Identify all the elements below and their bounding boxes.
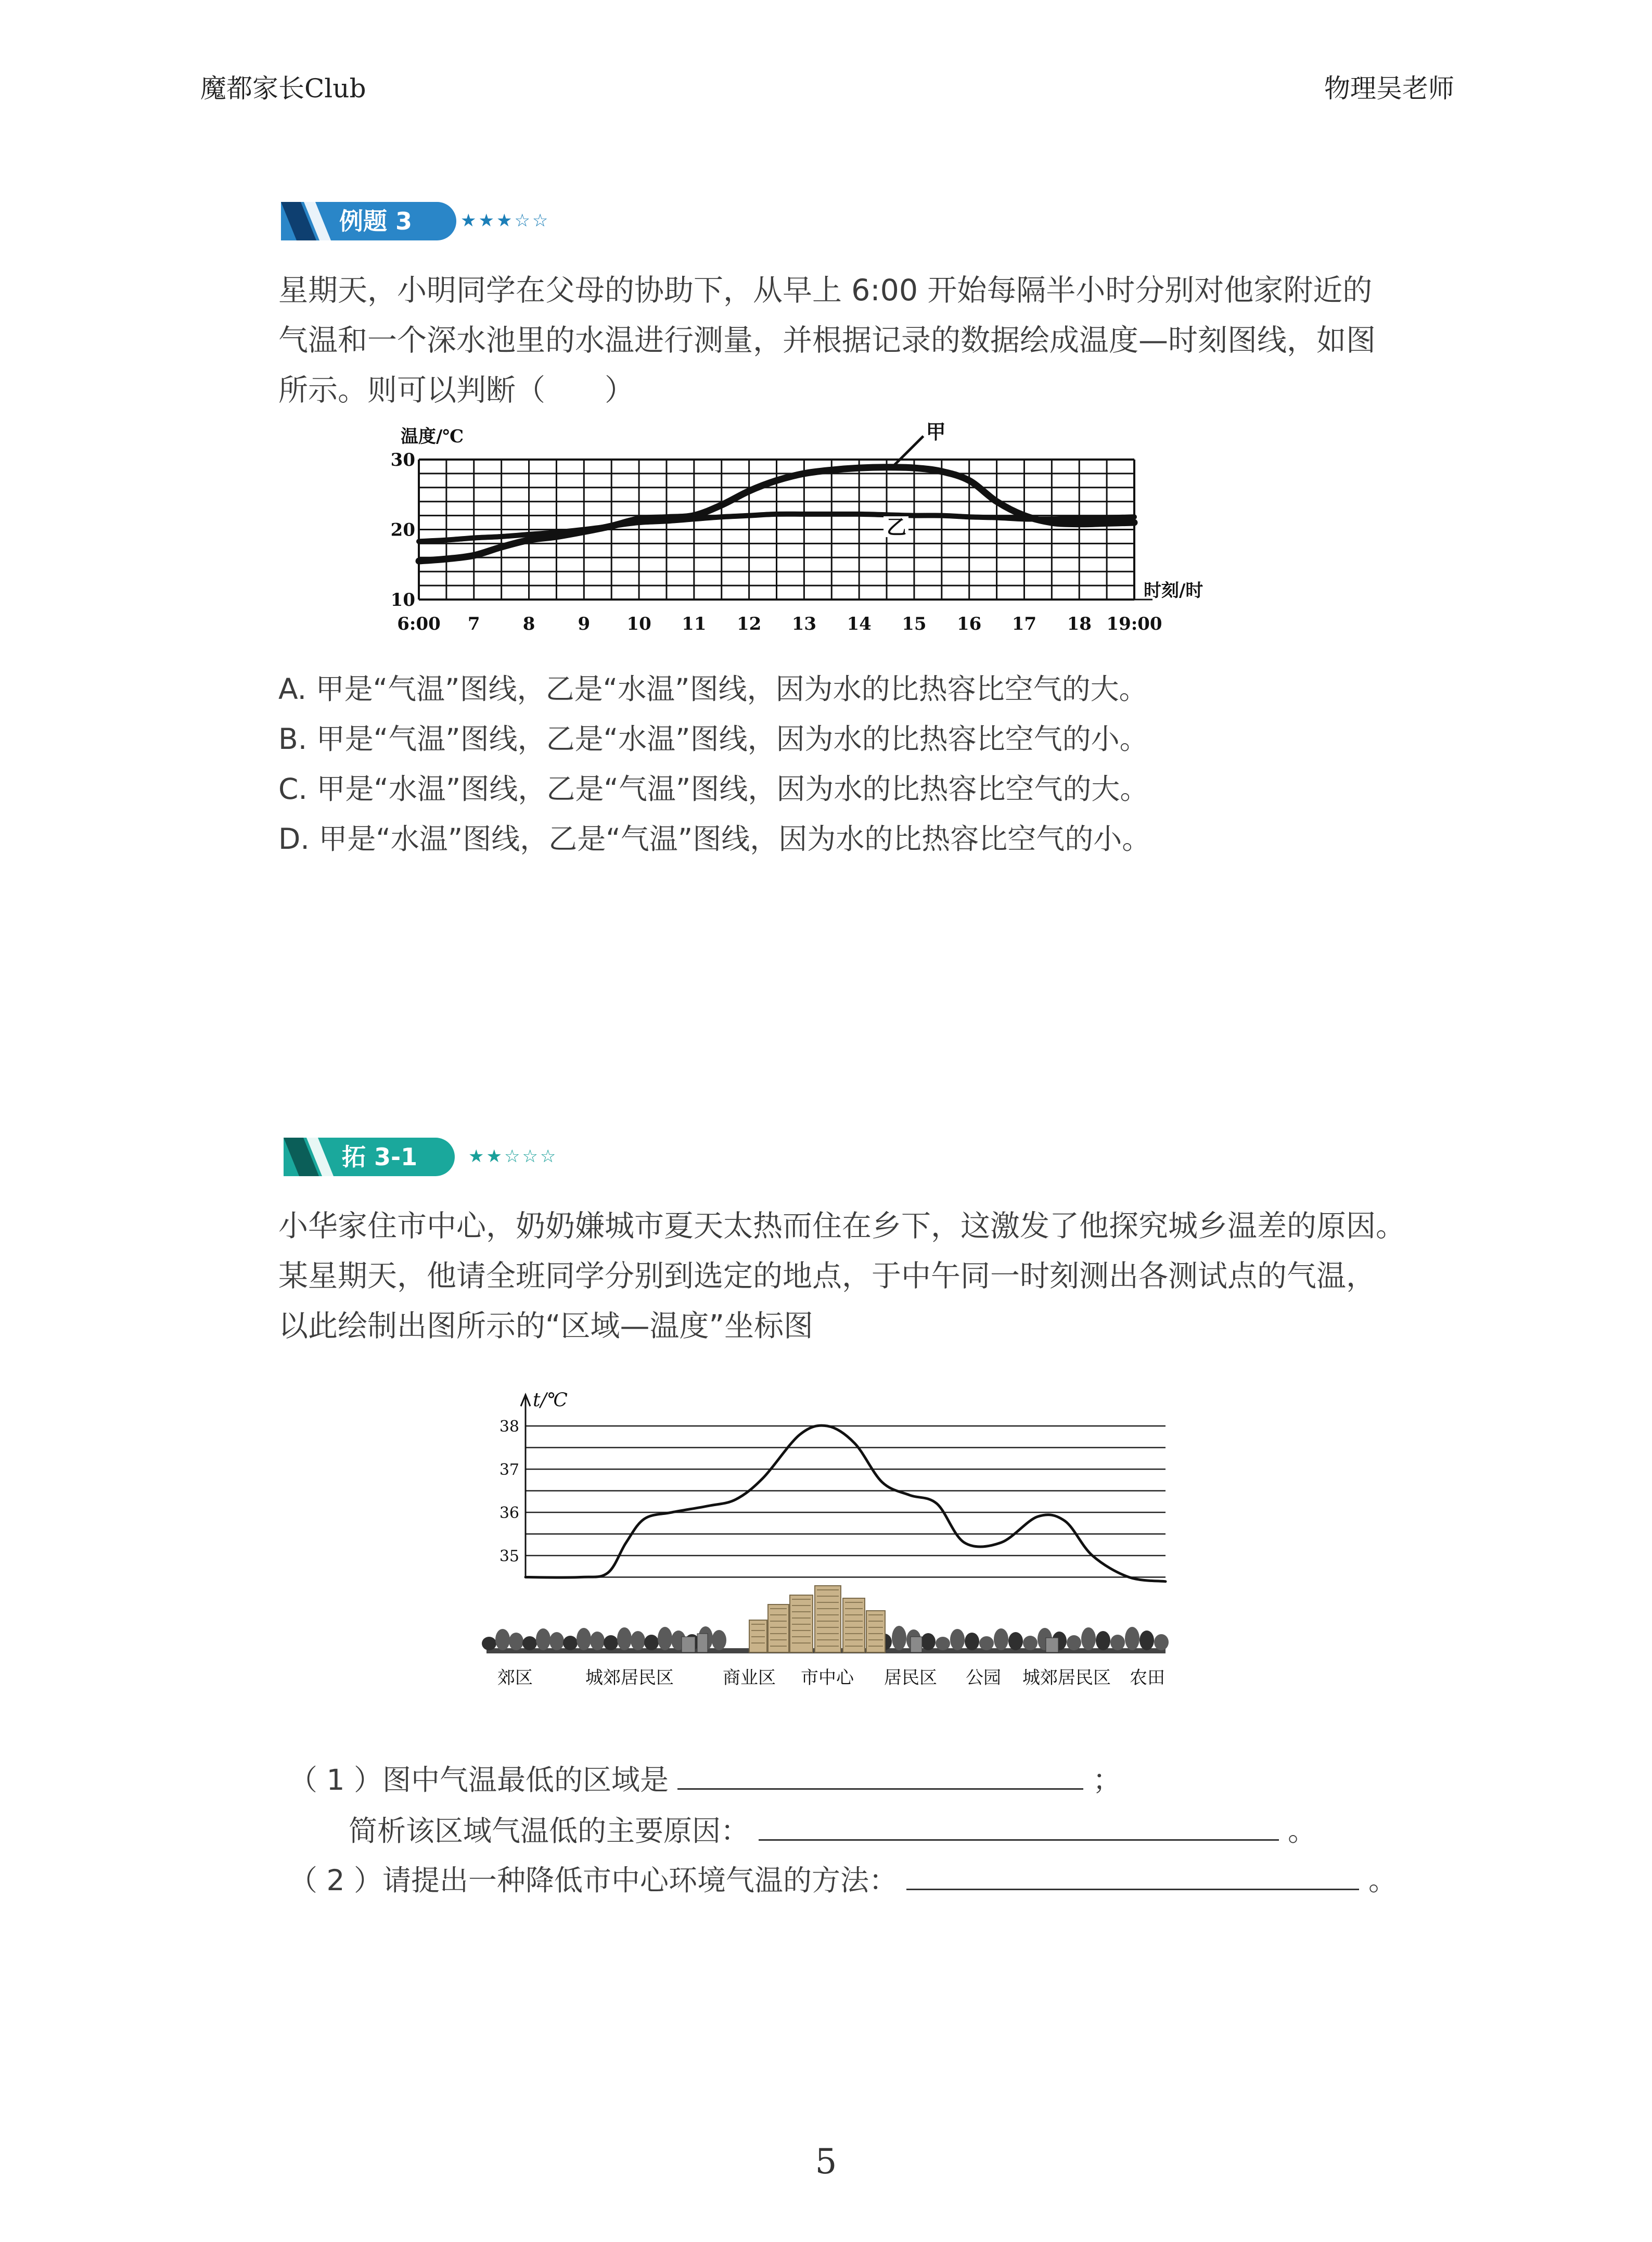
tree-icon [617, 1627, 632, 1650]
x-tick-label: 17 [1011, 614, 1037, 634]
q1-reason-suffix: 。 [1287, 1814, 1316, 1848]
tree-icon [604, 1635, 618, 1650]
tree-icon [1125, 1627, 1139, 1650]
y-tick-label: 37 [499, 1461, 519, 1479]
tree-icon [482, 1637, 496, 1650]
q1-suffix: ； [1092, 1763, 1121, 1797]
q1-reason-prefix: 简析该区域气温低的主要原因： [349, 1814, 750, 1848]
tree-icon [979, 1636, 994, 1650]
x-tick-label: 15 [902, 614, 927, 634]
option-c[interactable]: C. 甲是“水温”图线，乙是“气温”图线，因为水的比热容比空气的大。 [278, 772, 1149, 806]
region-label: 城郊居民区 [585, 1667, 674, 1688]
building-icon [768, 1604, 789, 1652]
temperature-time-chart [390, 416, 1207, 640]
x-axis-label: 时刻/时 [1144, 580, 1203, 601]
y-tick-label: 20 [390, 519, 415, 541]
x-tick-label: 6:00 [397, 614, 441, 634]
region-label: 居民区 [884, 1667, 937, 1688]
tree-icon [522, 1636, 537, 1650]
tree-icon [495, 1629, 510, 1650]
tree-icon [712, 1630, 726, 1650]
y-tick-label: 38 [499, 1418, 519, 1436]
tree-icon [644, 1635, 659, 1650]
tree-icon [950, 1629, 965, 1650]
building-icon [843, 1598, 865, 1652]
x-tick-label: 10 [626, 614, 651, 634]
question-line: 某星期天，他请全班同学分别到选定的地点，于中午同一时刻测出各测试点的气温， [278, 1259, 1376, 1293]
x-tick-label: 13 [791, 614, 817, 634]
x-tick-label: 8 [522, 614, 535, 634]
x-tick-label: 11 [682, 614, 707, 634]
region-label: 郊区 [497, 1667, 533, 1688]
tree-icon [658, 1627, 672, 1650]
tree-icon [892, 1626, 906, 1650]
tree-icon [1096, 1631, 1110, 1650]
q2-prefix: （ 2 ）请提出一种降低市中心环境气温的方法： [289, 1864, 898, 1897]
y-tick-label: 30 [390, 450, 415, 470]
extension-tag-label: 拓 3-1 [342, 1143, 418, 1171]
skyline-illustration [482, 1586, 1169, 1653]
example-difficulty-stars: ★★★☆☆ [460, 210, 550, 231]
q2-suffix: 。 [1368, 1864, 1397, 1897]
y-axis-label: 温度/℃ [401, 426, 464, 447]
option-d[interactable]: D. 甲是“水温”图线，乙是“气温”图线，因为水的比热容比空气的小。 [278, 822, 1151, 856]
x-tick-label: 9 [578, 614, 591, 634]
house-icon [1046, 1638, 1058, 1652]
example-tag [281, 202, 458, 240]
tree-icon [965, 1633, 979, 1650]
tree-icon [1139, 1630, 1154, 1650]
series-label-leader [892, 436, 924, 467]
subquestion-1 [289, 1755, 1121, 1805]
example-options [278, 664, 1150, 864]
y-tick-label: 10 [390, 590, 415, 610]
series-label-jia: 甲 [926, 420, 946, 443]
region-label: 城郊居民区 [1022, 1667, 1111, 1688]
region-label: 公园 [966, 1667, 1001, 1688]
q1-answer-blank[interactable] [677, 1757, 1083, 1790]
header-right: 物理吴老师 [1324, 73, 1454, 104]
option-a[interactable]: A. 甲是“气温”图线，乙是“水温”图线，因为水的比热容比空气的大。 [278, 672, 1148, 706]
tree-icon [1081, 1627, 1096, 1650]
x-tick-label: 19:00 [1106, 614, 1162, 634]
x-tick-label: 16 [957, 614, 982, 634]
tree-icon [936, 1637, 950, 1650]
q1-prefix: （ 1 ）图中气温最低的区域是 [289, 1763, 669, 1797]
tree-icon [994, 1628, 1008, 1650]
x-tick-label: 12 [736, 614, 762, 634]
example-tag-label: 例题 3 [339, 207, 413, 235]
header-left: 魔都家长Club [200, 73, 366, 104]
house-icon [911, 1637, 922, 1652]
option-b[interactable]: B. 甲是“气温”图线，乙是“水温”图线，因为水的比热容比空气的小。 [278, 722, 1148, 756]
tree-icon [1067, 1635, 1081, 1650]
tree-icon [1110, 1635, 1125, 1650]
question-line: 所示。则可以判断（ ） [278, 373, 634, 407]
tree-icon [563, 1636, 578, 1650]
temperature-curve [526, 1425, 1166, 1582]
question-line: 以此绘制出图所示的“区域—温度”坐标图 [278, 1309, 814, 1343]
tree-icon [921, 1633, 936, 1650]
tree-icon [631, 1631, 645, 1650]
house-icon [682, 1637, 695, 1652]
house-icon [697, 1634, 708, 1652]
extension-question [278, 1201, 1423, 1351]
tree-icon [549, 1632, 564, 1650]
q1-reason-blank[interactable] [759, 1808, 1279, 1841]
question-line: 星期天，小明同学在父母的协助下，从早上 6:00 开始每隔半小时分别对他家附近的 [278, 273, 1373, 308]
region-label: 农田 [1130, 1667, 1165, 1688]
y-axis-label: t/℃ [533, 1390, 568, 1411]
x-tick-label: 7 [467, 614, 480, 634]
question-line: 气温和一个深水池里的水温进行测量，并根据记录的数据绘成温度—时刻图线，如图 [278, 323, 1376, 358]
tree-icon [590, 1632, 605, 1650]
extension-tag [284, 1138, 455, 1176]
q2-answer-blank[interactable] [906, 1857, 1359, 1890]
y-tick-label: 36 [499, 1504, 519, 1522]
extension-difficulty-stars: ★★☆☆☆ [468, 1146, 558, 1167]
series-label-yi: 乙 [887, 515, 907, 539]
tree-icon [536, 1628, 550, 1650]
subquestion-1-reason [349, 1806, 1316, 1856]
tree-icon [1023, 1636, 1038, 1650]
x-tick-label: 14 [847, 614, 872, 634]
region-label: 商业区 [723, 1667, 776, 1688]
region-temperature-chart [484, 1384, 1181, 1702]
subquestion-2 [289, 1855, 1397, 1905]
region-label: 市中心 [801, 1667, 854, 1688]
y-tick-label: 35 [499, 1547, 519, 1565]
example-question [278, 265, 1423, 415]
page-number: 5 [815, 2142, 837, 2182]
tree-icon [1154, 1634, 1169, 1650]
tree-icon [577, 1628, 591, 1650]
tree-icon [509, 1633, 523, 1650]
question-line: 小华家住市中心，奶奶嫌城市夏天太热而住在乡下，这激发了他探究城乡温差的原因。 [278, 1209, 1405, 1243]
x-tick-label: 18 [1067, 614, 1092, 634]
tree-icon [1008, 1632, 1023, 1650]
